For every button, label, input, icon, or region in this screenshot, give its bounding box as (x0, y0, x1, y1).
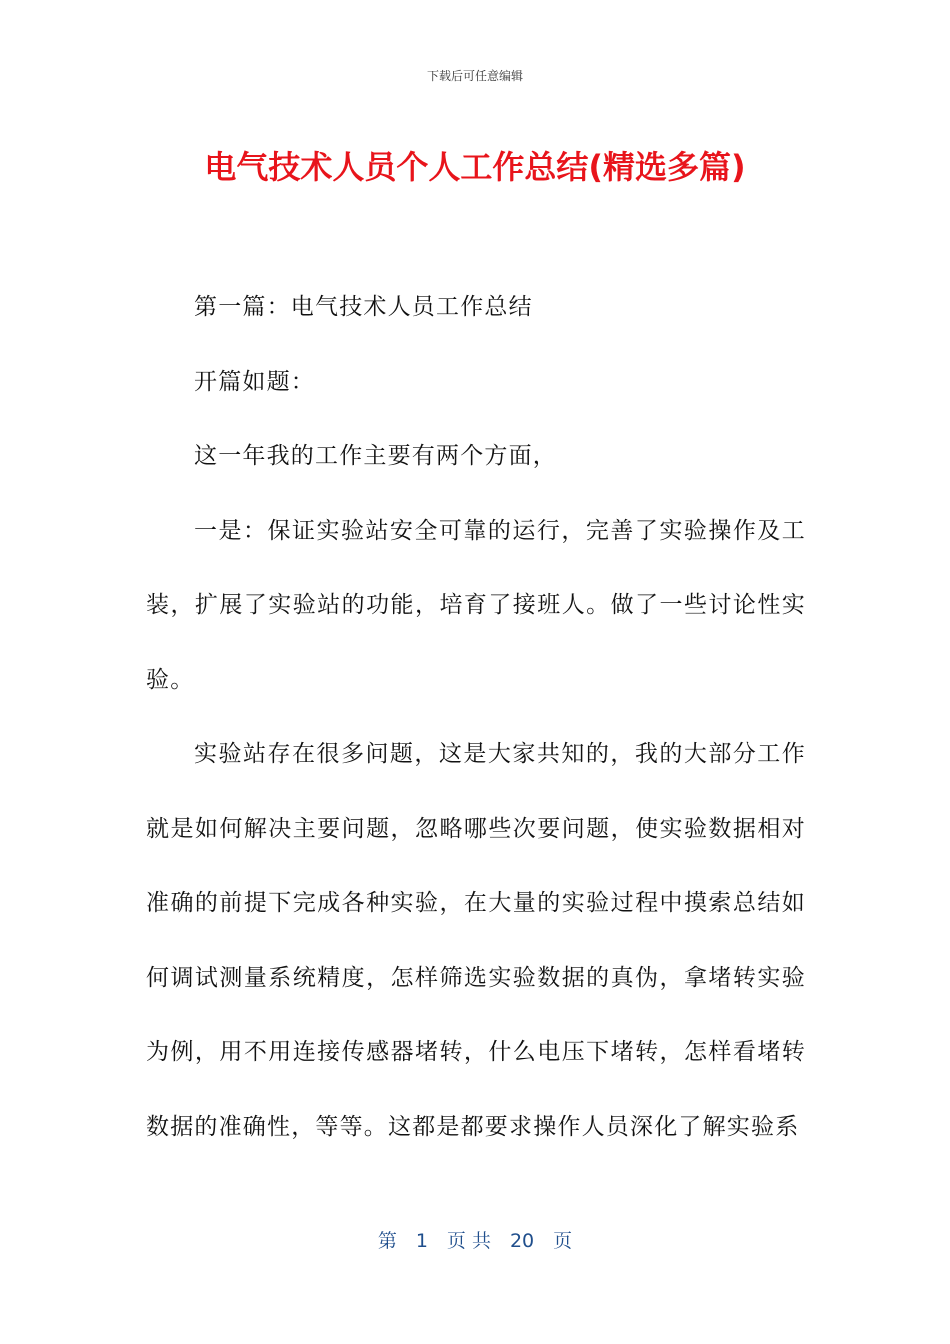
section-heading: 第一篇：电气技术人员工作总结 (194, 294, 533, 320)
document-title: 电气技术人员个人工作总结(精选多篇) (204, 148, 746, 186)
body-paragraph: 这一年我的工作主要有两个方面， (194, 443, 557, 469)
body-paragraph: 开篇如题： (194, 368, 315, 395)
body-paragraph: 实验站存在很多问题，这是大家共知的，我的大部分工作就是如何解决主要问题，忽略哪些次要问题，使实验数据相对准确的前提下完成各种实验，在大量的实验过程中摸索总结如何调试测量系统精度，怎样筛选实验数据的真伪，拿堵转实验为例，用不用连接传感器堵转，什么电压下堵转，怎样看堵转数据的准确性，等等。这都是都要求操作人员深化了解实验系 (146, 741, 806, 1140)
document-body (146, 270, 806, 1164)
body-paragraph: 一是：保证实验站安全可靠的运行，完善了实验操作及工装，扩展了实验站的功能，培育了接班人。做了一些讨论性实验。 (146, 517, 806, 693)
page-footer: 第 1 页 共 20 页 (377, 1230, 573, 1252)
header-note: 下载后可任意编辑 (426, 69, 523, 83)
